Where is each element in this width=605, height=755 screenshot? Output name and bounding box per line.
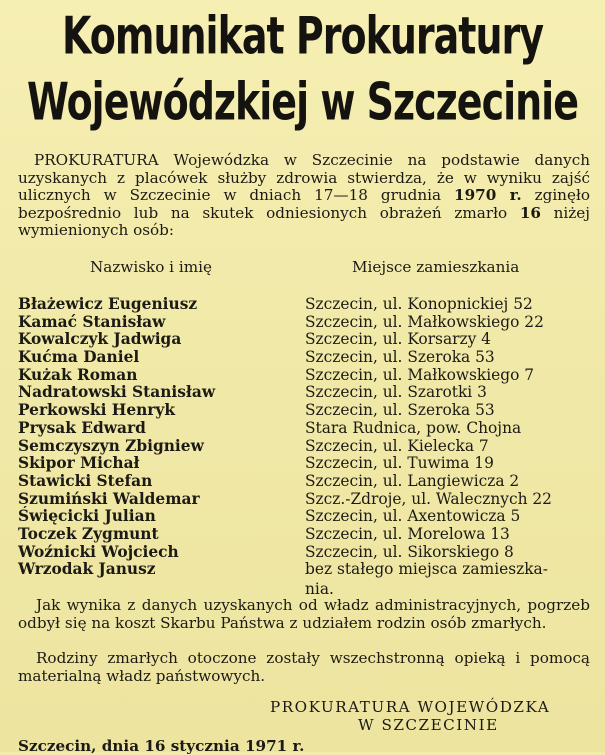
signature-line-2: W SZCZECINIE bbox=[358, 716, 499, 734]
table-row bbox=[0, 313, 605, 331]
table-row bbox=[0, 525, 605, 543]
table-row bbox=[0, 419, 605, 437]
signature-line-1: PROKURATURA WOJEWÓDZKA bbox=[270, 698, 551, 716]
row-place: Szczecin, ul. Konopnickiej 52 bbox=[305, 295, 533, 313]
table-row bbox=[0, 366, 605, 384]
row-place: Szczecin, ul. Małkowskiego 22 bbox=[305, 312, 544, 331]
headline-line-2: Wojewódzkiej w Szczecinie bbox=[27, 72, 578, 132]
table-row bbox=[0, 543, 605, 561]
row-name: Toczek Zygmunt bbox=[18, 524, 159, 543]
header-name: Nazwisko i imię bbox=[90, 258, 212, 276]
row-name: Kużak Roman bbox=[18, 365, 138, 384]
row-name: Kowalczyk Jadwiga bbox=[18, 330, 182, 349]
row-name: Perkowski Henryk bbox=[18, 401, 176, 420]
intro-text-2: zginęło bezpośrednio lub na skutek odniesionych obrażeń zmarło bbox=[18, 186, 591, 222]
table-row bbox=[0, 472, 605, 490]
intro-text: Wojewódzka w Szczecinie na podstawie danych uzyskanych z placówek służby zdrowia stwierdza, że w wyniku zajść ulicznych w Szczecinie w dniach 17—18 grudnia bbox=[18, 151, 590, 204]
row-place: Szczecin, ul. Małkowskiego 7 bbox=[305, 365, 535, 384]
funeral-paragraph: Jak wynika z danych uzyskanych od władz administracyjnych, pogrzeb odbył się na koszt Skarbu Państwa z udziałem rodzin osób zmarłych. bbox=[18, 596, 590, 632]
row-name: Stawicki Stefan bbox=[18, 471, 153, 490]
row-place: Szczecin, ul. Kielecka 7 bbox=[305, 436, 489, 455]
families-paragraph: Rodziny zmarłych otoczone zostały wszechstronną opieką i pomocą materialną władz państwowych. bbox=[18, 649, 590, 685]
row-place: Szczecin, ul. Langiewicza 2 bbox=[305, 471, 520, 490]
row-name: Semczyszyn Zbigniew bbox=[18, 436, 204, 455]
table-row bbox=[0, 490, 605, 508]
intro-lead: PROKURATURA bbox=[34, 151, 159, 169]
row-place: Szczecin, ul. Morelowa 13 bbox=[305, 524, 510, 543]
row-place: Szczecin, ul. Sikorskiego 8 bbox=[305, 542, 514, 561]
row-place: Szcz.-Zdroje, ul. Walecznych 22 bbox=[305, 489, 552, 508]
row-place: Szczecin, ul. Szeroka 53 bbox=[305, 348, 495, 367]
headline-line-1: Komunikat Prokuratury bbox=[61, 6, 544, 66]
row-name: Wrzodak Janusz bbox=[18, 560, 156, 579]
issue-date: Szczecin, dnia 16 stycznia 1971 r. bbox=[18, 737, 305, 755]
row-place: Stara Rudnica, pow. Chojna bbox=[305, 418, 522, 437]
row-place: Szczecin, ul. Korsarzy 4 bbox=[305, 330, 491, 349]
table-row bbox=[0, 454, 605, 472]
row-name: Szumiński Waldemar bbox=[18, 489, 200, 508]
row-place: bez stałego miejsca zamieszka- bbox=[305, 560, 548, 579]
row-place: Szczecin, ul. Szeroka 53 bbox=[305, 401, 495, 420]
header-place: Miejsce zamieszkania bbox=[352, 258, 520, 276]
victims-list bbox=[0, 295, 605, 578]
intro-paragraph bbox=[18, 152, 590, 240]
table-row bbox=[0, 295, 605, 313]
table-row bbox=[0, 348, 605, 366]
row-name: Święcicki Julian bbox=[18, 507, 156, 526]
row-place: Szczecin, ul. Szarotki 3 bbox=[305, 383, 487, 402]
row-place: Szczecin, ul. Tuwima 19 bbox=[305, 454, 494, 473]
intro-count: 16 bbox=[519, 203, 541, 222]
intro-text-3: niżej wymienionych osób: bbox=[18, 203, 590, 239]
row-name: Skipor Michał bbox=[18, 454, 140, 473]
row-name: Kućma Daniel bbox=[18, 348, 140, 367]
row-name: Prysak Edward bbox=[18, 418, 146, 437]
table-row bbox=[0, 401, 605, 419]
table-row bbox=[0, 437, 605, 455]
table-row bbox=[0, 560, 605, 578]
table-row bbox=[0, 383, 605, 401]
table-row bbox=[0, 330, 605, 348]
row-name: Nadratowski Stanisław bbox=[18, 383, 216, 402]
row-name: Błażewicz Eugeniusz bbox=[18, 295, 198, 313]
intro-year: 1970 r. bbox=[454, 186, 522, 204]
table-row bbox=[0, 507, 605, 525]
row-place: Szczecin, ul. Axentowicza 5 bbox=[305, 507, 521, 526]
last-place-continuation: nia. bbox=[305, 580, 334, 598]
row-name: Kamać Stanisław bbox=[18, 312, 166, 331]
row-name: Woźnicki Wojciech bbox=[18, 542, 179, 561]
